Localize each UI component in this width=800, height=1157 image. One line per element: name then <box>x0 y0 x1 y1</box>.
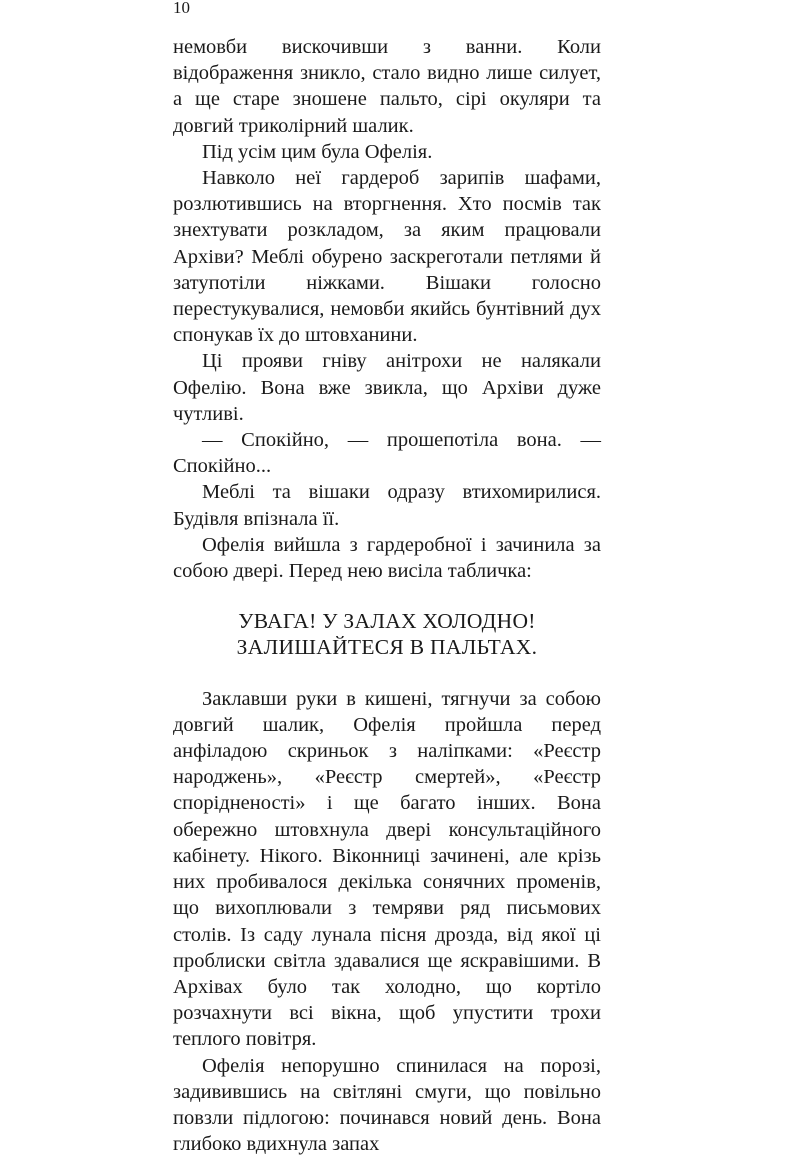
paragraph: Під усім цим була Офелія. <box>202 140 433 163</box>
page-number: 10 <box>173 0 190 17</box>
notice-line-2: ЗАЛИШАЙТЕСЯ В ПАЛЬТАХ. <box>236 635 538 660</box>
paragraph: немовби вискочивши з ванни. Коли відображення зникло, стало видно лише силует, а ще старе зношене пальто, сірі окуляри та довгий триколірний шалик. <box>173 36 601 137</box>
notice-sign <box>173 608 601 660</box>
notice-line-1: УВАГА! У ЗАЛАХ ХОЛОДНО! <box>238 609 536 634</box>
paragraph: — Спокійно, — прошепотіла вона. — Спокійно... <box>173 429 601 478</box>
paragraph: Заклавши руки в кишені, тягнучи за собою довгий шалик, Офелія пройшла перед анфіладою скриньок з наліпками: «Реєстр народжень», «Реєстр смертей», «Реєстр спорідненості» і ще багато інших. Вона обережно штовхнула двері консультаційного кабінету. Нікого. Віконниці зачинені, але крізь них пробивалося декілька сонячних променів, що вихоплювали з темряви ряд письмових столів. Із саду лунала пісня дрозда, від якої ці проблиски світла здавалися ще яскравішими. В Архівах було так холодно, що кортіло розчахнути всі вікна, щоб упустити трохи теплого повітря. <box>173 687 601 1051</box>
paragraph: Ці прояви гніву анітрохи не налякали Офелію. Вона вже звикла, що Архіви дуже чутливі. <box>173 350 601 425</box>
paragraph: Навколо неї гардероб зарипів шафами, розлютившись на вторгнення. Хто посмів так знехтувати розкладом, за яким працювали Архіви? Меблі обурено заскреготали петлями й затупотіли ніжками. Вішаки голосно перестукувалися, немовби якийсь бунтівний дух спонукав їх до штовханини. <box>173 167 601 347</box>
paragraph: Офелія вийшла з гардеробної і зачинила за собою двері. Перед нею висіла табличка: <box>173 533 601 583</box>
paragraph: Меблі та вішаки одразу втихомирилися. Будівля впізнала її. <box>173 481 601 530</box>
paragraph: Офелія непорушно спинилася на порозі, задивившись на світляні смуги, що повільно повзли підлогою: починався новий день. Вона глибоко вдихнула запах <box>173 1054 601 1156</box>
page-text <box>173 34 601 1157</box>
